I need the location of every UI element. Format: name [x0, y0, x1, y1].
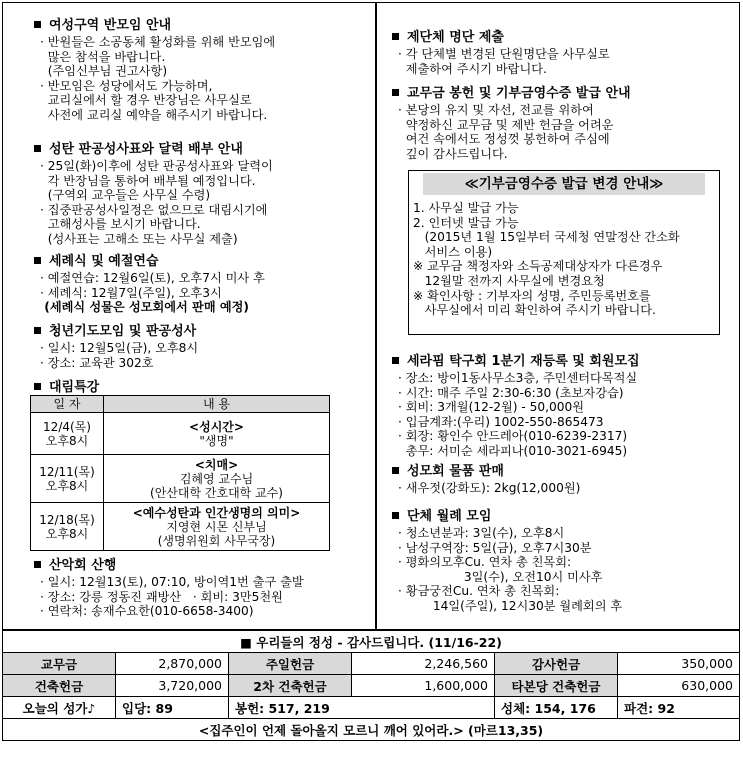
section-body: · 청소년분과: 3일(수), 오후8시 · 남성구역장: 5일(금), 오후7시30분 · 평화의모후Cu. 연차 총 친목회: 3일(수), 오전10시 미사후 · 황금궁전Cu. 연차 총 친목회: 14일(주일), 12시30분 월례회의 후: [398, 526, 623, 613]
lecture-content: [104, 413, 330, 455]
lecture-title: <치매>: [194, 457, 239, 472]
section-body: · 반원들은 소공동체 활성화를 위해 반모임에 많은 참석을 바랍니다. (주임신부님 권고사항) · 반모임은 성당에서도 가능하며, 교리실에서 할 경우 반장님은 사무실로 사전에 교리실 예약을 해주시기 바랍니다.: [40, 35, 276, 122]
offering-label: 2차 건축헌금: [229, 675, 352, 697]
square-bullet-icon: [34, 21, 41, 28]
section-body: · 장소: 방이1동사무소3층, 주민센터다목적실 · 시간: 매주 주일 2:30-6:30 (초보자강습) · 회비: 3개월(12-2월) - 50,000원 · 입금계좌:(우리) 1002-550-865473 · 회장: 황인수 안드레아(010-6239-2317) 총무: 서미순 세라피나(010-3021-6945): [398, 371, 638, 458]
section-women-meeting: [30, 14, 275, 123]
section-title: 교무금 봉헌 및 기부금영수증 발급 안내: [388, 82, 631, 101]
section-body: · 일시: 12월5일(금), 오후8시 · 장소: 교육관 302호: [40, 341, 199, 370]
square-bullet-icon: [34, 383, 41, 390]
square-bullet-icon: [34, 145, 41, 152]
notice-title: ≪기부금영수증 발급 변경 안내≫: [423, 173, 705, 195]
lecture-content: [104, 503, 330, 551]
offering-amount: 2,870,000: [116, 653, 229, 675]
offering-table: [2, 630, 740, 741]
square-bullet-icon: [392, 467, 399, 474]
square-bullet-icon: [34, 257, 41, 264]
section-title: 성모회 물품 판매: [388, 460, 580, 479]
verse-row: [3, 719, 740, 741]
offering-amount: 350,000: [618, 653, 740, 675]
lecture-date: 12/18(목) 오후8시: [31, 503, 104, 551]
lecture-speaker: 지영현 시몬 신부님 (생명위원회 사무국장): [157, 519, 276, 548]
lecture-speaker: "생명": [199, 433, 234, 448]
offering-amount: 1,600,000: [352, 675, 495, 697]
lecture-title: <예수성탄과 인간생명의 의미>: [132, 505, 301, 520]
lecture-date: 12/4(목) 오후8시: [31, 413, 104, 455]
square-bullet-icon: [392, 89, 399, 96]
column-divider: [375, 2, 377, 630]
section-donation-receipt: [388, 82, 631, 161]
offering-label: 건축헌금: [3, 675, 116, 697]
section-body: · 새우젓(강화도): 2kg(12,000원): [398, 481, 581, 495]
table-row: [31, 503, 330, 551]
hymn-communion: 성체: 154, 176: [495, 697, 618, 719]
offering-label: 교무금: [3, 653, 116, 675]
section-title: 청년기도모임 및 판공성사: [30, 320, 198, 339]
section-mothers-sale: [388, 460, 580, 496]
section-youth-prayer: [30, 320, 198, 370]
square-bullet-icon: [392, 357, 399, 364]
notice-body: 1. 사무실 발급 가능 2. 인터넷 발급 가능 (2015년 1월 15일부터 국세청 연말정산 간소화 서비스 이용) ※ 교무금 책정자와 소득공제대상자가 다른경우 12월말 전까지 사무실에 변경요청 ※ 확인사항 : 기부자의 성명, 주민등록번호를 사무실에서 미리 확인하여 주시기 바랍니다.: [413, 201, 680, 318]
section-title: 산악회 산행: [30, 554, 304, 573]
hymn-row: [3, 697, 740, 719]
section-monthly-meetings: [388, 505, 622, 614]
offering-amount: 630,000: [618, 675, 740, 697]
receipt-change-notice-box: [408, 170, 720, 335]
column-header-content: 내 용: [104, 396, 330, 413]
table-header-row: [31, 396, 330, 413]
column-header-date: 일 자: [31, 396, 104, 413]
offering-row: [3, 675, 740, 697]
section-body: · 각 단체별 변경된 단원명단을 사무실로 제출하여 주시기 바랍니다.: [398, 47, 610, 76]
lecture-title: <성시간>: [189, 419, 244, 434]
lecture-speaker: 김혜영 교수님 (안산대학 간호대학 교수): [150, 471, 283, 500]
section-title: 세례식 및 예절연습: [30, 250, 265, 269]
hymn-dismissal: 파견: 92: [618, 697, 740, 719]
lecture-content: [104, 455, 330, 503]
square-bullet-icon: [34, 327, 41, 334]
offering-amount: 3,720,000: [116, 675, 229, 697]
section-title: 세라핌 탁구회 1분기 재등록 및 회원모집: [388, 350, 640, 369]
offering-label: 감사헌금: [495, 653, 618, 675]
hymn-entrance: 입당: 89: [116, 697, 229, 719]
section-baptism: [30, 250, 265, 315]
scripture-verse: <집주인이 언제 돌아올지 모르니 깨어 있어라.> (마르13,35): [3, 719, 740, 741]
advent-lecture-table: [30, 395, 330, 551]
section-title: 단체 월례 모임: [388, 505, 622, 524]
hymn-label: 오늘의 성가♪: [3, 697, 116, 719]
offering-header: ■ 우리들의 정성 - 감사드립니다. (11/16-22): [3, 631, 740, 653]
section-body: · 일시: 12월13(토), 07:10, 방이역1번 출구 출발 · 장소: 강릉 정동진 괘방산 · 회비: 3만5천원 · 연락처: 송재수요한(010-6658-3400): [40, 575, 304, 619]
section-body: · 예절연습: 12월6일(토), 오후7시 미사 후 · 세례식: 12월7일(주일), 오후3시: [40, 271, 265, 300]
section-title: 여성구역 반모임 안내: [30, 14, 275, 33]
section-body: · 본당의 유지 및 자선, 전교를 위하여 약정하신 교무금 및 제반 헌금을 어려운 여건 속에서도 정성껏 봉헌하여 주심에 깊이 감사드립니다.: [398, 103, 614, 161]
section-body: · 25일(화)이후에 성탄 판공성사표와 달력이 각 반장님을 통하여 배부될 예정입니다. (구역외 교우들은 사무실 수령) · 집중판공성사일정은 없으므로 대림시기에 고해성사를 보시기 바랍니다. (성사표는 고해소 또는 사무실 제출): [40, 159, 273, 246]
square-bullet-icon: [392, 33, 399, 40]
section-hiking-club: [30, 554, 304, 619]
section-christmas-confession: [30, 138, 273, 247]
offering-amount: 2,246,560: [352, 653, 495, 675]
section-title: 성탄 판공성사표와 달력 배부 안내: [30, 138, 273, 157]
section-note: (세례식 성물은 성모회에서 판매 예정): [40, 300, 249, 315]
offering-row: [3, 653, 740, 675]
square-bullet-icon: [392, 512, 399, 519]
offering-label: 주일헌금: [229, 653, 352, 675]
section-table-tennis: [388, 350, 640, 459]
section-title: 제단체 명단 제출: [388, 26, 610, 45]
hymn-offertory: 봉헌: 517, 219: [229, 697, 495, 719]
lecture-date: 12/11(목) 오후8시: [31, 455, 104, 503]
offering-label: 타본당 건축헌금: [495, 675, 618, 697]
offering-header-row: [3, 631, 740, 653]
table-row: [31, 455, 330, 503]
square-bullet-icon: [34, 561, 41, 568]
section-title: 대림특강: [30, 376, 99, 395]
section-group-roster: [388, 26, 610, 76]
section-advent-lecture-title: [30, 376, 99, 395]
table-row: [31, 413, 330, 455]
